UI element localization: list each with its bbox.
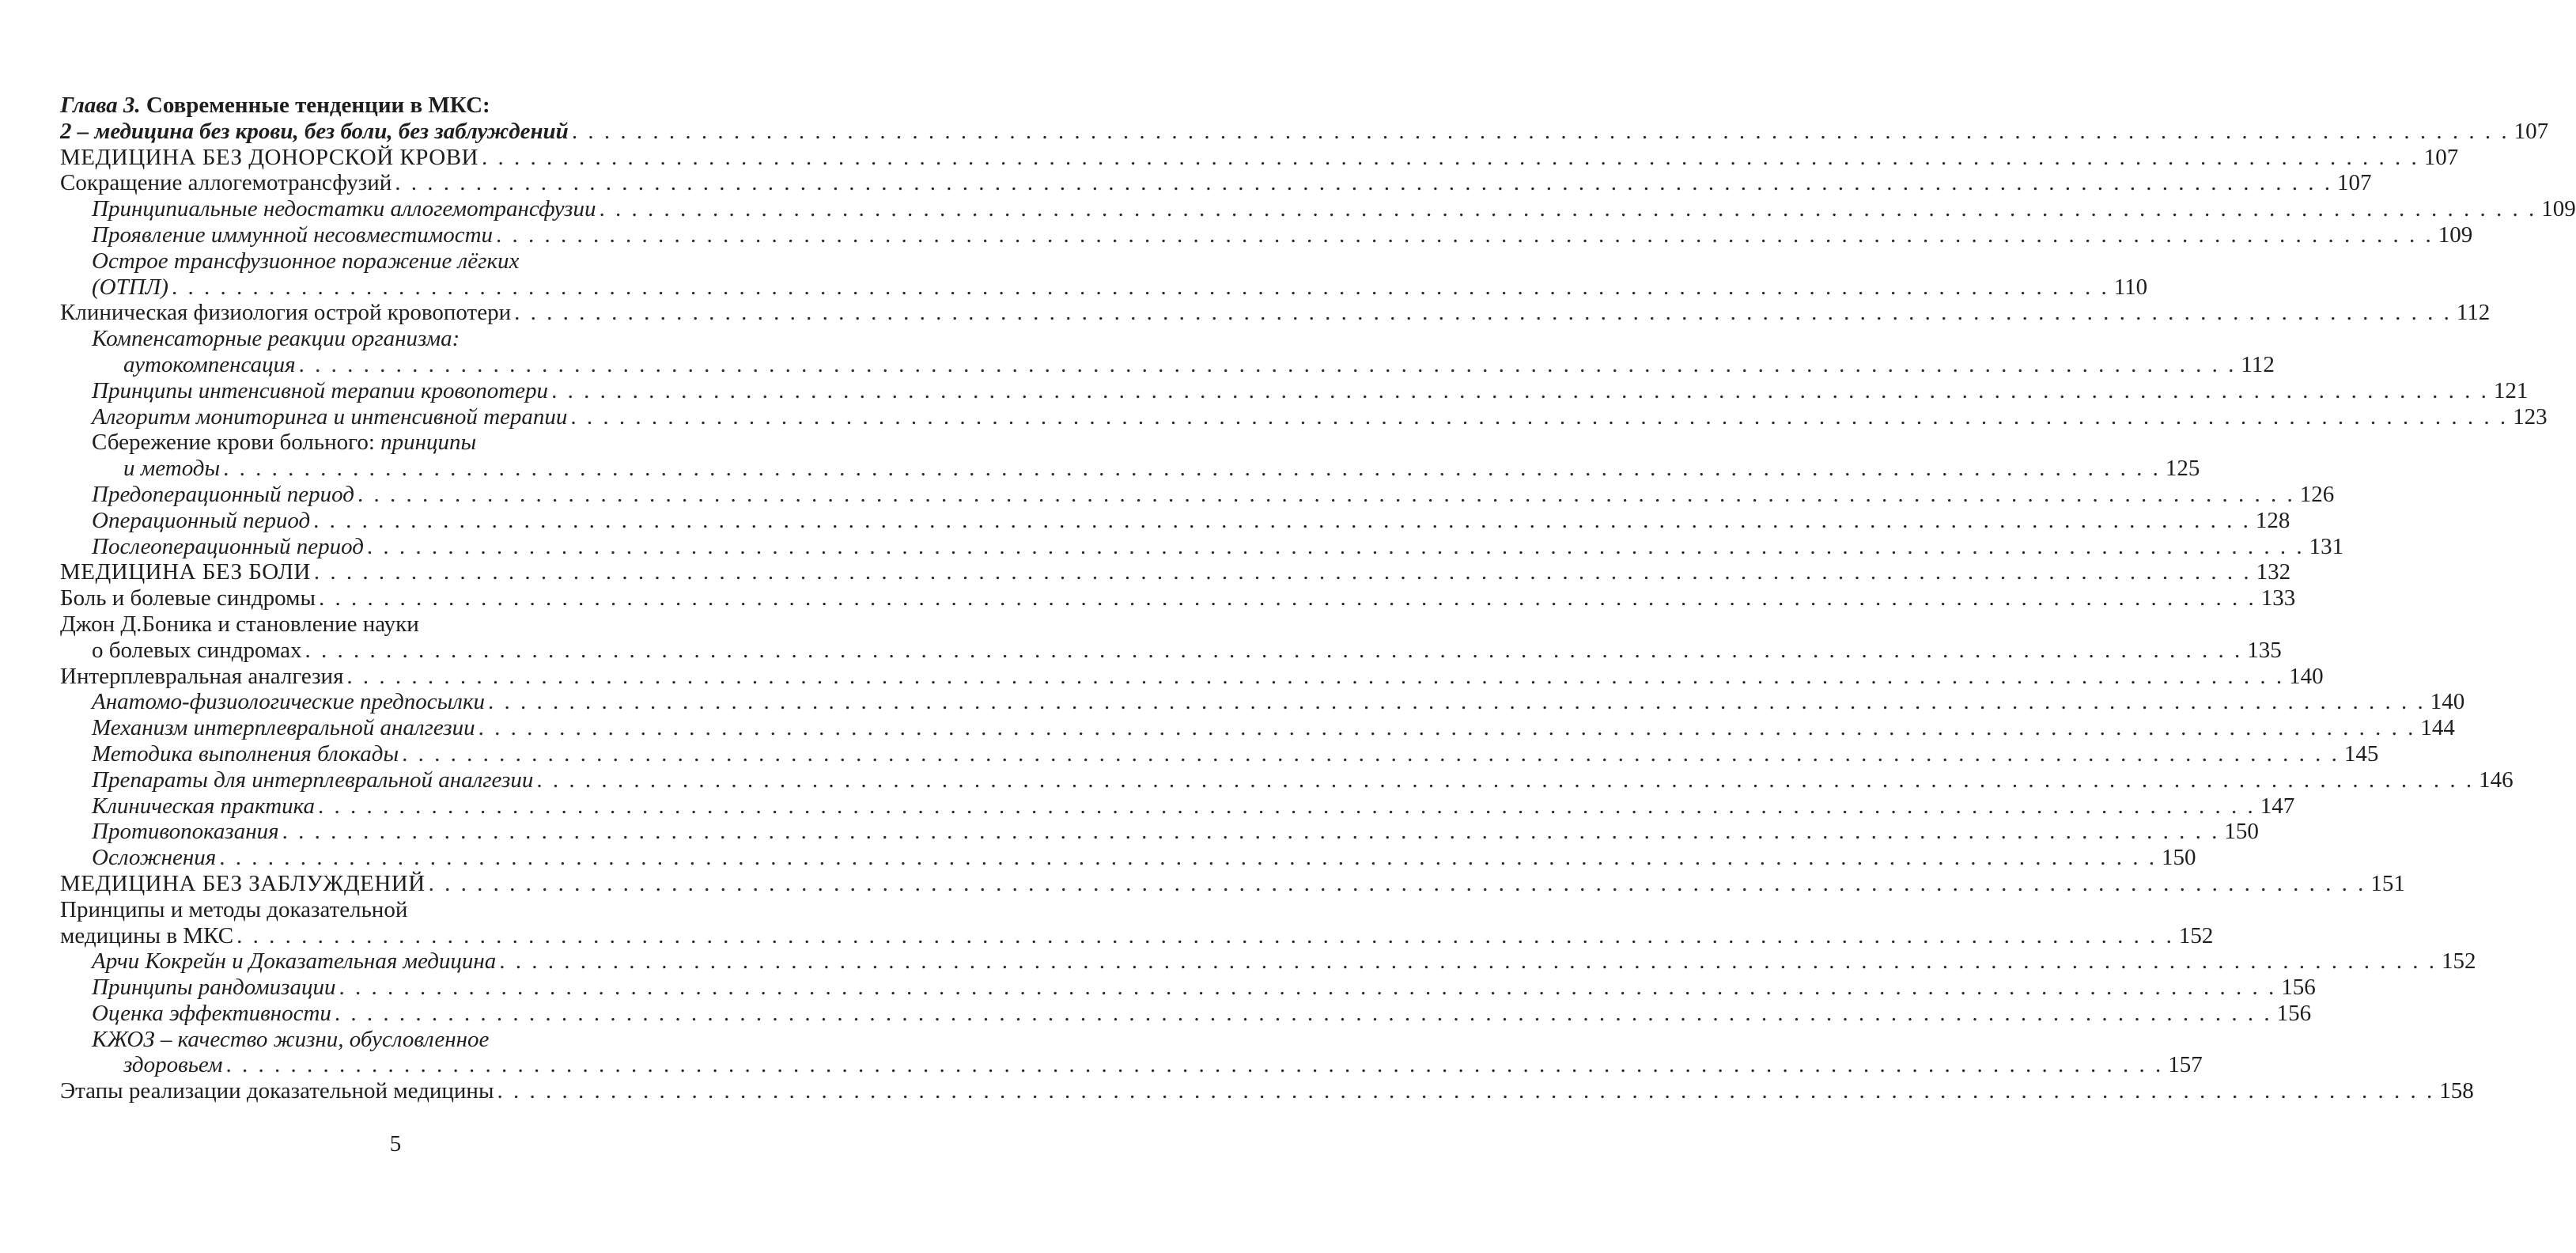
toc-entry-title <box>92 430 476 456</box>
toc-entry-title <box>92 274 168 301</box>
toc-entry <box>60 663 2324 690</box>
toc-entry-text: Механизм интерплевральной аналгезии <box>92 715 475 741</box>
toc-entry-title <box>92 482 354 508</box>
toc-page-number: 147 <box>2260 793 2295 819</box>
toc-entry-text: Проявление иммунной несовместимости <box>92 221 494 248</box>
dot-leader: . . . . . . . . . . . . . . . . . . . . . . . . . . . . . . . . . . . . . . . . . . . . . . . . . . . . . . . . . . . . . . . . . . . . . . . . . . . . . . . . . . . . . . . . . . . . . . . . . . . . . . . . . . . . . . . . . . . . . . . . <box>313 559 2252 585</box>
toc-entry <box>60 975 2316 1001</box>
dot-leader: . . . . . . . . . . . . . . . . . . . . . . . . . . . . . . . . . . . . . . . . . . . . . . . . . . . . . . . . . . . . . . . . . . . . . . . . . . . . . . . . . . . . . . . . . . . . . . . . . . . . . . . . . . . . . . . . . . . . . . . . <box>305 637 2243 663</box>
toc-entry <box>60 922 2214 949</box>
toc-entry <box>60 456 2200 482</box>
toc-entry <box>60 1052 2203 1078</box>
dot-leader: . . . . . . . . . . . . . . . . . . . . . . . . . . . . . . . . . . . . . . . . . . . . . . . . . . . . . . . . . . . . . . . . . . . . . . . . . . . . . . . . . . . . . . . . . . . . . . . . . . . . . . . . . . . . . . . . . . . . . . . . <box>599 196 2537 222</box>
toc-entry-text: Принципы рандомизации <box>92 975 336 1001</box>
toc-entry-title <box>123 1052 223 1078</box>
dot-leader: . . . . . . . . . . . . . . . . . . . . . . . . . . . . . . . . . . . . . . . . . . . . . . . . . . . . . . . . . . . . . . . . . . . . . . . . . . . . . . . . . . . . . . . . . . . . . . . . . . . . . . . . . . . . . . . . . . . . . . . . <box>428 870 2366 896</box>
toc-entry <box>60 248 664 274</box>
toc-entry <box>60 870 2405 897</box>
toc-entry-title <box>60 664 343 690</box>
toc-entry <box>60 507 2290 534</box>
table-of-contents <box>60 93 2576 1104</box>
toc-entry-text: Современные тенденции в МКС: <box>140 93 490 118</box>
toc-entry-text: Операционный период <box>92 507 311 533</box>
toc-entry <box>60 793 2295 820</box>
toc-entry-title <box>60 897 407 923</box>
toc-entry <box>60 1078 2474 1104</box>
toc-entry <box>60 715 2455 741</box>
dot-leader: . . . . . . . . . . . . . . . . . . . . . . . . . . . . . . . . . . . . . . . . . . . . . . . . . . . . . . . . . . . . . . . . . . . . . . . . . . . . . . . . . . . . . . . . . . . . . . . . . . . . . . . . . . . . . . . . . . . . . . . . <box>571 118 2510 144</box>
toc-page-number: 158 <box>2439 1078 2474 1104</box>
toc-entry-title <box>92 638 302 664</box>
toc-entry-text: МЕДИЦИНА БЕЗ ДОНОРСКОЙ КРОВИ <box>60 144 479 170</box>
toc-page-number: 140 <box>2289 663 2324 689</box>
toc-entry <box>60 170 2372 196</box>
dot-leader: . . . . . . . . . . . . . . . . . . . . . . . . . . . . . . . . . . . . . . . . . . . . . . . . . . . . . . . . . . . . . . . . . . . . . . . . . . . . . . . . . . . . . . . . . . . . . . . . . . . . . . . . . . . . . . . . . . . . . . . . <box>482 144 2419 170</box>
toc-entry <box>60 948 2476 975</box>
toc-page-number: 126 <box>2299 481 2335 507</box>
toc-entry-title <box>92 1001 331 1027</box>
toc-entry-title <box>60 559 311 585</box>
toc-entry <box>60 403 2548 430</box>
toc-page-number: 140 <box>2430 689 2465 715</box>
dot-leader: . . . . . . . . . . . . . . . . . . . . . . . . . . . . . . . . . . . . . . . . . . . . . . . . . . . . . . . . . . . . . . . . . . . . . . . . . . . . . . . . . . . . . . . . . . . . . . . . . . . . . . . . . . . . . . . . . . . . . . . . <box>346 663 2285 689</box>
dot-leader: . . . . . . . . . . . . . . . . . . . . . . . . . . . . . . . . . . . . . . . . . . . . . . . . . . . . . . . . . . . . . . . . . . . . . . . . . . . . . . . . . . . . . . . . . . . . . . . . . . . . . . . . . . . . . . . . . . . . . . . . <box>395 170 2333 196</box>
dot-leader: . . . . . . . . . . . . . . . . . . . . . . . . . . . . . . . . . . . . . . . . . . . . . . . . . . . . . . . . . . . . . . . . . . . . . . . . . . . . . . . . . . . . . . . . . . . . . . . . . . . . . . . . . . . . . . . . . . . . . . . . <box>570 403 2509 430</box>
toc-entry <box>60 430 664 456</box>
toc-entry-title <box>60 170 392 196</box>
toc-entry-text: Арчи Кокрейн и Доказательная медицина <box>92 948 497 975</box>
toc-page-number: 112 <box>2456 300 2491 326</box>
toc-entry-title <box>92 715 475 741</box>
toc-entry-text: Принципы и методы доказательной <box>60 896 408 922</box>
toc-entry-title <box>92 793 315 820</box>
toc-page-number: 150 <box>2161 845 2196 871</box>
toc-entry <box>60 1027 664 1053</box>
toc-entry-text: Острое трансфузионное поражение лёгких <box>92 248 520 274</box>
toc-entry <box>60 326 664 352</box>
toc-entry <box>60 118 2549 145</box>
toc-entry-title <box>92 508 310 534</box>
toc-entry-title <box>60 300 511 326</box>
toc-entry <box>60 481 2335 508</box>
toc-page-number: 112 <box>2241 351 2275 377</box>
toc-page-number: 152 <box>2178 922 2214 948</box>
dot-leader: . . . . . . . . . . . . . . . . . . . . . . . . . . . . . . . . . . . . . . . . . . . . . . . . . . . . . . . . . . . . . . . . . . . . . . . . . . . . . . . . . . . . . . . . . . . . . . . . . . . . . . . . . . . . . . . . . . . . . . . . <box>478 715 2416 741</box>
toc-entry-text: (ОТПЛ) <box>92 274 168 300</box>
dot-leader: . . . . . . . . . . . . . . . . . . . . . . . . . . . . . . . . . . . . . . . . . . . . . . . . . . . . . . . . . . . . . . . . . . . . . . . . . . . . . . . . . . . . . . . . . . . . . . . . . . . . . . . . . . . . . . . . . . . . . . . . <box>499 948 2438 975</box>
toc-page-number: 109 <box>2541 196 2576 222</box>
toc-entry <box>60 845 2196 871</box>
toc-page-number: 144 <box>2420 715 2455 741</box>
toc-entry-text: Препараты для интерплевральной аналгезии <box>92 767 534 793</box>
dot-leader: . . . . . . . . . . . . . . . . . . . . . . . . . . . . . . . . . . . . . . . . . . . . . . . . . . . . . . . . . . . . . . . . . . . . . . . . . . . . . . . . . . . . . . . . . . . . . . . . . . . . . . . . . . . . . . . . . . . . . . . . <box>298 351 2237 377</box>
toc-page-number: 107 <box>2514 118 2549 144</box>
toc-page-number: 152 <box>2442 948 2476 975</box>
dot-leader: . . . . . . . . . . . . . . . . . . . . . . . . . . . . . . . . . . . . . . . . . . . . . . . . . . . . . . . . . . . . . . . . . . . . . . . . . . . . . . . . . . . . . . . . . . . . . . . . . . . . . . . . . . . . . . . . . . . . . . . . <box>536 767 2475 793</box>
toc-entry <box>60 377 2529 404</box>
dot-leader: . . . . . . . . . . . . . . . . . . . . . . . . . . . . . . . . . . . . . . . . . . . . . . . . . . . . . . . . . . . . . . . . . . . . . . . . . . . . . . . . . . . . . . . . . . . . . . . . . . . . . . . . . . . . . . . . . . . . . . . . <box>551 377 2489 403</box>
toc-entry-title <box>60 923 233 949</box>
toc-entry-text: Принципы интенсивной терапии кровопотери <box>92 377 549 403</box>
toc-entry-text: здоровьем <box>123 1052 223 1078</box>
toc-entry-text: Противопоказания <box>92 819 279 845</box>
toc-entry <box>60 300 2491 326</box>
toc-page-number: 146 <box>2479 767 2514 793</box>
toc-entry <box>60 559 2291 585</box>
toc-entry-text: Анатомо-физиологические предпосылки <box>92 689 486 715</box>
toc-entry-title <box>92 689 485 715</box>
toc-page-number: 123 <box>2513 403 2548 430</box>
toc-entry-text: Осложнения <box>92 845 217 871</box>
dot-leader: . . . . . . . . . . . . . . . . . . . . . . . . . . . . . . . . . . . . . . . . . . . . . . . . . . . . . . . . . . . . . . . . . . . . . . . . . . . . . . . . . . . . . . . . . . . . . . . . . . . . . . . . . . . . . . . . . . . . . . . . <box>318 793 2256 819</box>
toc-entry-text: Алгоритм мониторинга и интенсивной терапии <box>92 403 568 430</box>
dot-leader: . . . . . . . . . . . . . . . . . . . . . . . . . . . . . . . . . . . . . . . . . . . . . . . . . . . . . . . . . . . . . . . . . . . . . . . . . . . . . . . . . . . . . . . . . . . . . . . . . . . . . . . . . . . . . . . . . . . . . . . . <box>496 221 2434 248</box>
toc-entry-text: Клиническая практика <box>92 793 316 819</box>
toc-entry <box>60 637 2282 664</box>
toc-entry <box>60 274 2148 301</box>
toc-entry-title <box>92 975 336 1001</box>
toc-entry-text: Сокращение аллогемотрансфузий <box>60 170 392 196</box>
dot-leader: . . . . . . . . . . . . . . . . . . . . . . . . . . . . . . . . . . . . . . . . . . . . . . . . . . . . . . . . . . . . . . . . . . . . . . . . . . . . . . . . . . . . . . . . . . . . . . . . . . . . . . . . . . . . . . . . . . . . . . . . <box>171 274 2109 300</box>
toc-entry-title <box>60 585 316 611</box>
toc-entry-text: Методика выполнения блокады <box>92 740 399 767</box>
dot-leader: . . . . . . . . . . . . . . . . . . . . . . . . . . . . . . . . . . . . . . . . . . . . . . . . . . . . . . . . . . . . . . . . . . . . . . . . . . . . . . . . . . . . . . . . . . . . . . . . . . . . . . . . . . . . . . . . . . . . . . . . <box>223 456 2161 482</box>
toc-page-number: 121 <box>2493 377 2529 403</box>
toc-entry-text: Клиническая физиология острой кровопотери <box>60 300 512 326</box>
toc-entry-text: Предоперационный период <box>92 481 354 507</box>
dot-leader: . . . . . . . . . . . . . . . . . . . . . . . . . . . . . . . . . . . . . . . . . . . . . . . . . . . . . . . . . . . . . . . . . . . . . . . . . . . . . . . . . . . . . . . . . . . . . . . . . . . . . . . . . . . . . . . . . . . . . . . . <box>366 533 2305 559</box>
toc-entry <box>60 533 2344 560</box>
toc-page-number: 107 <box>2423 144 2459 170</box>
toc-entry-title <box>60 871 426 897</box>
toc-page-number: 156 <box>2276 1000 2312 1026</box>
toc-entry <box>60 93 664 119</box>
toc-entry <box>60 767 2514 793</box>
dot-leader: . . . . . . . . . . . . . . . . . . . . . . . . . . . . . . . . . . . . . . . . . . . . . . . . . . . . . . . . . . . . . . . . . . . . . . . . . . . . . . . . . . . . . . . . . . . . . . . . . . . . . . . . . . . . . . . . . . . . . . . . <box>497 1078 2435 1104</box>
dot-leader: . . . . . . . . . . . . . . . . . . . . . . . . . . . . . . . . . . . . . . . . . . . . . . . . . . . . . . . . . . . . . . . . . . . . . . . . . . . . . . . . . . . . . . . . . . . . . . . . . . . . . . . . . . . . . . . . . . . . . . . . <box>318 585 2256 611</box>
dot-leader: . . . . . . . . . . . . . . . . . . . . . . . . . . . . . . . . . . . . . . . . . . . . . . . . . . . . . . . . . . . . . . . . . . . . . . . . . . . . . . . . . . . . . . . . . . . . . . . . . . . . . . . . . . . . . . . . . . . . . . . . <box>282 819 2220 845</box>
toc-entry-title <box>92 819 279 845</box>
toc-entry-text: о болевых синдромах <box>92 637 302 663</box>
toc-entry-title <box>92 534 364 560</box>
dot-leader: . . . . . . . . . . . . . . . . . . . . . . . . . . . . . . . . . . . . . . . . . . . . . . . . . . . . . . . . . . . . . . . . . . . . . . . . . . . . . . . . . . . . . . . . . . . . . . . . . . . . . . . . . . . . . . . . . . . . . . . . <box>402 740 2340 767</box>
toc-page-number: 107 <box>2337 170 2372 196</box>
toc-page-number: 132 <box>2256 559 2291 585</box>
toc-entry-text: МЕДИЦИНА БЕЗ ЗАБЛУЖДЕНИЙ <box>60 870 426 896</box>
toc-entry-title <box>60 145 479 171</box>
toc-page-number: 157 <box>2168 1052 2203 1078</box>
toc-page-number: 135 <box>2247 637 2282 663</box>
toc-page-number: 109 <box>2438 221 2473 248</box>
toc-entry-title <box>92 222 493 248</box>
toc-entry-title <box>92 948 496 975</box>
toc-page-number: 125 <box>2165 456 2200 482</box>
toc-entry <box>60 196 2576 222</box>
toc-page-number: 133 <box>2260 585 2296 611</box>
toc-entry-title <box>92 845 216 871</box>
toc-entry <box>60 1000 2312 1027</box>
dot-leader: . . . . . . . . . . . . . . . . . . . . . . . . . . . . . . . . . . . . . . . . . . . . . . . . . . . . . . . . . . . . . . . . . . . . . . . . . . . . . . . . . . . . . . . . . . . . . . . . . . . . . . . . . . . . . . . . . . . . . . . . <box>219 845 2157 871</box>
toc-entry-text: Этапы реализации доказательной медицины <box>60 1078 494 1104</box>
dot-leader: . . . . . . . . . . . . . . . . . . . . . . . . . . . . . . . . . . . . . . . . . . . . . . . . . . . . . . . . . . . . . . . . . . . . . . . . . . . . . . . . . . . . . . . . . . . . . . . . . . . . . . . . . . . . . . . . . . . . . . . . <box>334 1000 2272 1026</box>
dot-leader: . . . . . . . . . . . . . . . . . . . . . . . . . . . . . . . . . . . . . . . . . . . . . . . . . . . . . . . . . . . . . . . . . . . . . . . . . . . . . . . . . . . . . . . . . . . . . . . . . . . . . . . . . . . . . . . . . . . . . . . . <box>236 922 2174 948</box>
toc-entry-title <box>123 456 220 482</box>
toc-page-number: 150 <box>2224 819 2259 845</box>
toc-entry-text: аутокомпенсация <box>123 351 296 377</box>
toc-entry-title <box>60 611 419 638</box>
toc-entry-title <box>92 326 460 352</box>
toc-entry <box>60 351 2275 378</box>
toc-entry-title <box>92 741 399 767</box>
toc-entry-text: 2 – медицина без крови, без боли, без заблуждений <box>60 118 569 144</box>
toc-entry-text: Джон Д.Боника и становление науки <box>60 611 419 637</box>
toc-entry-text: Оценка эффективности <box>92 1000 331 1026</box>
toc-entry-text: и методы <box>123 456 221 482</box>
toc-entry-title <box>92 1027 489 1053</box>
toc-entry <box>60 611 664 638</box>
toc-page-number: 131 <box>2309 533 2344 559</box>
dot-leader: . . . . . . . . . . . . . . . . . . . . . . . . . . . . . . . . . . . . . . . . . . . . . . . . . . . . . . . . . . . . . . . . . . . . . . . . . . . . . . . . . . . . . . . . . . . . . . . . . . . . . . . . . . . . . . . . . . . . . . . . <box>313 507 2251 533</box>
toc-entry-title <box>92 767 533 793</box>
toc-entry-text: Сбережение крови больного: <box>92 430 381 456</box>
toc-entry-title <box>92 196 596 222</box>
toc-entry-text: Послеоперационный период <box>92 533 364 559</box>
toc-page-number: 156 <box>2281 975 2316 1001</box>
toc-entry-title <box>60 119 569 145</box>
toc-entry-text: Принципиальные недостатки аллогемотрансфузии <box>92 196 596 222</box>
toc-entry-text: Компенсаторные реакции организма: <box>92 326 460 352</box>
toc-entry <box>60 144 2459 171</box>
toc-entry <box>60 585 2296 611</box>
toc-entry <box>60 689 2465 715</box>
toc-entry-text: КЖОЗ – качество жизни, обусловленное <box>92 1026 490 1052</box>
toc-entry-text: Интерплевральная аналгезия <box>60 663 344 689</box>
toc-page-number: 128 <box>2255 507 2290 533</box>
toc-entry-text: медицины в МКС <box>60 922 234 948</box>
toc-entry <box>60 221 2473 248</box>
toc-entry-text: Глава 3. <box>60 93 141 118</box>
dot-leader: . . . . . . . . . . . . . . . . . . . . . . . . . . . . . . . . . . . . . . . . . . . . . . . . . . . . . . . . . . . . . . . . . . . . . . . . . . . . . . . . . . . . . . . . . . . . . . . . . . . . . . . . . . . . . . . . . . . . . . . . <box>514 300 2452 326</box>
dot-leader: . . . . . . . . . . . . . . . . . . . . . . . . . . . . . . . . . . . . . . . . . . . . . . . . . . . . . . . . . . . . . . . . . . . . . . . . . . . . . . . . . . . . . . . . . . . . . . . . . . . . . . . . . . . . . . . . . . . . . . . . <box>225 1052 2164 1078</box>
toc-entry-title <box>92 248 519 274</box>
toc-entry <box>60 819 2259 845</box>
dot-leader: . . . . . . . . . . . . . . . . . . . . . . . . . . . . . . . . . . . . . . . . . . . . . . . . . . . . . . . . . . . . . . . . . . . . . . . . . . . . . . . . . . . . . . . . . . . . . . . . . . . . . . . . . . . . . . . . . . . . . . . . <box>339 975 2277 1001</box>
toc-entry-title <box>123 352 296 378</box>
toc-page-number: 151 <box>2370 870 2405 896</box>
toc-entry-text: Боль и болевые синдромы <box>60 585 316 611</box>
toc-page-number: 145 <box>2343 740 2379 767</box>
toc-entry-title <box>60 93 490 119</box>
toc-page-number: 110 <box>2113 274 2148 300</box>
toc-entry <box>60 740 2379 767</box>
toc-entry-title <box>92 378 548 404</box>
page-number: 5 <box>389 1131 402 1156</box>
dot-leader: . . . . . . . . . . . . . . . . . . . . . . . . . . . . . . . . . . . . . . . . . . . . . . . . . . . . . . . . . . . . . . . . . . . . . . . . . . . . . . . . . . . . . . . . . . . . . . . . . . . . . . . . . . . . . . . . . . . . . . . . <box>488 689 2426 715</box>
dot-leader: . . . . . . . . . . . . . . . . . . . . . . . . . . . . . . . . . . . . . . . . . . . . . . . . . . . . . . . . . . . . . . . . . . . . . . . . . . . . . . . . . . . . . . . . . . . . . . . . . . . . . . . . . . . . . . . . . . . . . . . . <box>357 481 2295 507</box>
toc-entry <box>60 897 664 923</box>
toc-entry-title <box>92 404 567 430</box>
toc-entry-text: принципы <box>380 430 477 456</box>
toc-entry-text: МЕДИЦИНА БЕЗ БОЛИ <box>60 559 311 585</box>
toc-entry-title <box>60 1078 494 1104</box>
